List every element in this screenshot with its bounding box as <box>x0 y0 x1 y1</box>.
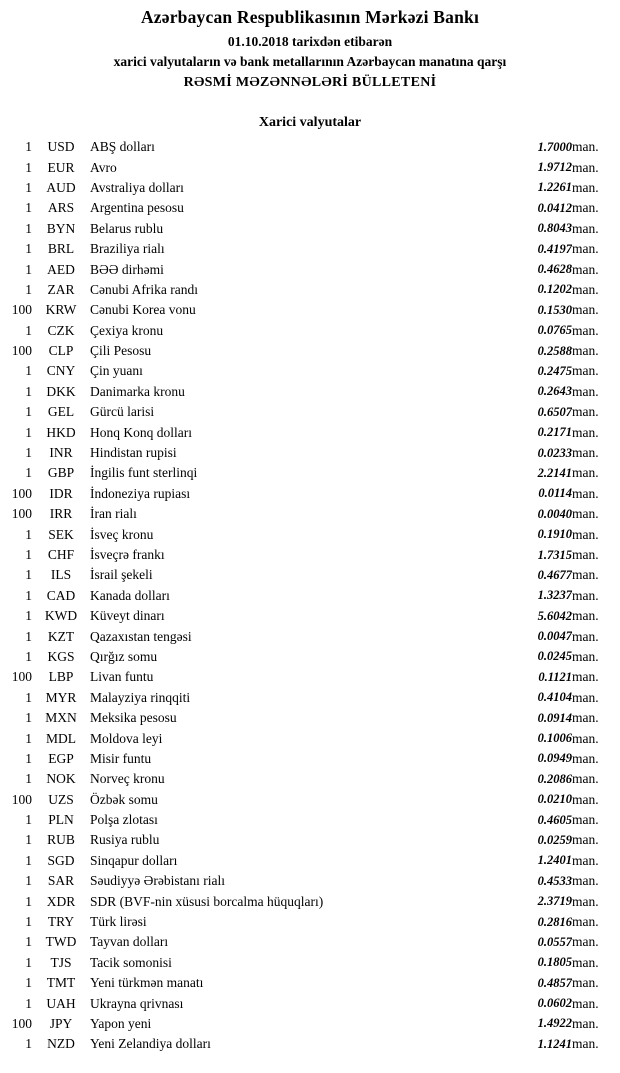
currency-row <box>0 137 620 157</box>
rate-value: 0.0557 <box>537 934 572 949</box>
quantity-cell: 1 <box>25 771 32 787</box>
currency-name: Gürcü larisi <box>90 404 155 420</box>
rate-value: 0.2171 <box>537 425 572 440</box>
rate-value: 0.6507 <box>537 404 572 419</box>
currency-code: AUD <box>46 179 76 195</box>
quantity-cell: 1 <box>25 261 32 277</box>
rate-value: 0.0412 <box>537 200 572 215</box>
unit-label: man. <box>572 812 599 828</box>
rate-value: 0.2816 <box>537 914 572 929</box>
currency-code: ILS <box>50 567 72 583</box>
unit-label: man. <box>572 424 599 440</box>
quantity-cell: 1 <box>25 179 32 195</box>
currency-code: USD <box>47 139 75 155</box>
currency-name: Avro <box>90 159 117 175</box>
rate-value: 0.2475 <box>537 363 572 378</box>
currency-code: DKK <box>46 383 76 399</box>
rate-value: 0.0245 <box>537 649 572 664</box>
currency-code: MYR <box>45 689 77 705</box>
quantity-cell: 1 <box>25 975 32 991</box>
currency-row <box>0 606 620 626</box>
currency-code: XDR <box>46 893 76 909</box>
currency-code: SGD <box>47 852 75 868</box>
bulletin-title: RƏSMİ MƏZƏNNƏLƏRİ BÜLLETENİ <box>183 75 437 90</box>
rate-value: 1.2261 <box>537 180 572 195</box>
quantity-cell: 100 <box>11 1015 32 1031</box>
quantity-cell: 1 <box>25 832 32 848</box>
currency-code: KZT <box>47 628 75 644</box>
quantity-cell: 1 <box>25 750 32 766</box>
currency-code: BRL <box>47 241 75 257</box>
currency-name: Çexiya kronu <box>90 322 164 338</box>
currency-name: Çin yuanı <box>90 363 143 379</box>
currency-name: Türk lirəsi <box>90 914 147 930</box>
currency-name: Moldova leyi <box>90 730 163 746</box>
currency-row <box>0 504 620 524</box>
quantity-cell: 100 <box>11 343 32 359</box>
quantity-cell: 1 <box>25 220 32 236</box>
rate-value: 0.4605 <box>537 812 572 827</box>
currency-code: KRW <box>45 302 77 318</box>
currency-row <box>0 321 620 341</box>
unit-label: man. <box>572 730 599 746</box>
rate-value: 0.1805 <box>537 955 572 970</box>
currency-code: KWD <box>44 608 78 624</box>
unit-label: man. <box>572 934 599 950</box>
quantity-cell: 1 <box>25 995 32 1011</box>
currency-row <box>0 851 620 871</box>
rate-value: 1.9712 <box>537 160 572 175</box>
rate-value: 2.3719 <box>537 894 572 909</box>
currency-code: NOK <box>46 771 76 787</box>
currency-code: PLN <box>48 812 74 828</box>
currency-name: İran rialı <box>90 506 137 522</box>
unit-label: man. <box>572 261 599 277</box>
unit-label: man. <box>572 750 599 766</box>
rate-value: 1.7000 <box>537 139 572 154</box>
currency-code: CZK <box>47 322 75 338</box>
unit-label: man. <box>572 220 599 236</box>
currency-name: Yeni Zelandiya dolları <box>90 1036 211 1052</box>
unit-label: man. <box>572 893 599 909</box>
rate-value: 0.4677 <box>537 567 572 582</box>
currency-row <box>0 586 620 606</box>
quantity-cell: 1 <box>25 873 32 889</box>
currency-name: Sinqapur dolları <box>90 852 178 868</box>
currency-row <box>0 361 620 381</box>
unit-label: man. <box>572 771 599 787</box>
effective-date-line: 01.10.2018 tarixdən etibarən <box>227 34 393 49</box>
currency-name: Argentina pesosu <box>90 200 184 216</box>
rate-value: 0.0233 <box>537 445 572 460</box>
rate-value: 0.0114 <box>538 486 572 501</box>
unit-label: man. <box>572 669 599 685</box>
currency-name: Danimarka kronu <box>90 383 185 399</box>
bank-title: Azərbaycan Respublikasının Mərkəzi Bankı <box>140 7 480 27</box>
currency-row <box>0 341 620 361</box>
quantity-cell: 1 <box>25 139 32 155</box>
unit-label: man. <box>572 343 599 359</box>
currency-code: ZAR <box>47 281 75 297</box>
currency-row <box>0 239 620 259</box>
rate-value: 2.2141 <box>537 465 572 480</box>
currency-name: Yapon yeni <box>90 1015 152 1031</box>
currency-name: İsveçrə frankı <box>90 547 165 562</box>
quantity-cell: 100 <box>11 485 32 501</box>
unit-label: man. <box>572 200 599 216</box>
unit-label: man. <box>572 404 599 420</box>
rate-value: 0.4533 <box>537 873 572 888</box>
quantity-cell: 1 <box>25 281 32 297</box>
quantity-cell: 1 <box>25 547 32 562</box>
currency-name: Braziliya rialı <box>90 241 165 257</box>
currency-name: Ukrayna qrivnası <box>90 995 184 1011</box>
currency-name: Rusiya rublu <box>90 832 160 848</box>
currency-row <box>0 891 620 911</box>
unit-label: man. <box>572 485 599 501</box>
currency-code: TMT <box>46 975 76 991</box>
quantity-cell: 1 <box>25 567 32 583</box>
currency-row <box>0 626 620 646</box>
quantity-cell: 1 <box>25 587 32 603</box>
unit-label: man. <box>572 628 599 644</box>
unit-label: man. <box>572 383 599 399</box>
currency-row <box>0 443 620 463</box>
currency-row <box>0 708 620 728</box>
currency-code: JPY <box>49 1015 73 1031</box>
currency-row <box>0 545 620 565</box>
quantity-cell: 1 <box>25 1036 32 1052</box>
quantity-cell: 1 <box>25 812 32 828</box>
currency-name: Avstraliya dolları <box>90 179 184 195</box>
currency-name: Livan funtu <box>90 669 154 685</box>
currency-code: EUR <box>47 159 75 175</box>
currency-row <box>0 810 620 830</box>
unit-label: man. <box>572 567 599 583</box>
currency-code: INR <box>49 445 73 461</box>
currency-name: Çili Pesosu <box>90 343 152 359</box>
quantity-cell: 1 <box>25 363 32 379</box>
currency-row <box>0 280 620 300</box>
currency-code: MDL <box>46 730 76 746</box>
rate-value: 1.2401 <box>537 853 572 868</box>
currency-name: Küveyt dinarı <box>90 608 165 624</box>
rate-value: 0.4197 <box>537 241 572 256</box>
unit-label: man. <box>572 832 599 848</box>
currency-row <box>0 463 620 483</box>
quantity-cell: 1 <box>25 628 32 644</box>
quantity-cell: 1 <box>25 424 32 440</box>
rate-value: 0.2588 <box>537 343 572 358</box>
rate-value: 1.7315 <box>537 547 572 562</box>
currency-code: CHF <box>47 547 75 562</box>
currency-code: TJS <box>50 954 72 970</box>
quantity-cell: 1 <box>25 914 32 930</box>
quantity-cell: 1 <box>25 954 32 970</box>
rate-value: 5.6042 <box>537 608 572 623</box>
currency-code: IRR <box>49 506 73 522</box>
currency-code: CNY <box>46 363 76 379</box>
rate-value: 0.0602 <box>537 996 572 1011</box>
rate-value: 0.0949 <box>537 751 572 766</box>
quantity-cell: 1 <box>25 608 32 624</box>
rate-value: 1.1241 <box>537 1036 572 1051</box>
rate-value: 0.1006 <box>537 731 572 746</box>
currency-code: ARS <box>47 200 75 216</box>
quantity-cell: 100 <box>11 669 32 685</box>
quantity-cell: 1 <box>25 241 32 257</box>
currency-code: UZS <box>48 791 74 807</box>
unit-label: man. <box>572 1036 599 1052</box>
currency-code: CLP <box>48 343 74 359</box>
currency-row <box>0 790 620 810</box>
currency-code: GBP <box>47 465 75 481</box>
currency-name: Polşa zlotası <box>90 812 158 828</box>
rate-value: 0.1910 <box>537 527 572 542</box>
unit-label: man. <box>572 445 599 461</box>
unit-label: man. <box>572 975 599 991</box>
unit-label: man. <box>572 648 599 664</box>
unit-label: man. <box>572 241 599 257</box>
unit-label: man. <box>572 852 599 868</box>
unit-label: man. <box>572 954 599 970</box>
currency-name: Tayvan dolları <box>90 934 169 950</box>
currency-row <box>0 688 620 708</box>
quantity-cell: 1 <box>25 200 32 216</box>
currency-code: EGP <box>48 750 74 766</box>
rate-value: 0.4628 <box>537 262 572 277</box>
currency-code: HKD <box>46 424 76 440</box>
unit-label: man. <box>572 1015 599 1031</box>
currency-name: İngilis funt sterlinqi <box>90 465 198 481</box>
unit-label: man. <box>572 139 599 155</box>
currency-name: Səudiyyə Ərəbistanı rialı <box>90 873 225 889</box>
rate-value: 0.2086 <box>537 771 572 786</box>
currency-row <box>0 259 620 279</box>
currency-row <box>0 749 620 769</box>
currency-code: MXN <box>45 710 77 726</box>
currency-name: İsrail şekeli <box>90 567 153 583</box>
rate-value: 0.4104 <box>537 690 572 705</box>
currency-name: Meksika pesosu <box>90 710 177 726</box>
rate-value: 0.2643 <box>537 384 572 399</box>
unit-label: man. <box>572 465 599 481</box>
currency-row <box>0 769 620 789</box>
quantity-cell: 1 <box>25 159 32 175</box>
quantity-cell: 100 <box>11 791 32 807</box>
currency-code: CAD <box>46 587 76 603</box>
currency-row <box>0 728 620 748</box>
document-header <box>0 7 620 93</box>
quantity-cell: 1 <box>25 322 32 338</box>
currency-rates-body <box>0 137 620 1055</box>
currency-row <box>0 871 620 891</box>
currency-name: Kanada dolları <box>90 587 170 603</box>
currency-code: KGS <box>47 648 75 664</box>
unit-label: man. <box>572 281 599 297</box>
description-line: xarici valyutaların və bank metallarının Azərbaycan manatına qarşı <box>113 54 507 69</box>
quantity-cell: 1 <box>25 852 32 868</box>
quantity-cell: 100 <box>11 302 32 318</box>
currency-name: Honq Konq dolları <box>90 424 192 440</box>
currency-row <box>0 422 620 442</box>
currency-row <box>0 198 620 218</box>
quantity-cell: 100 <box>11 506 32 522</box>
currency-code: UAH <box>46 995 76 1011</box>
unit-label: man. <box>572 689 599 705</box>
unit-label: man. <box>572 302 599 318</box>
rate-value: 0.1121 <box>538 669 572 684</box>
rate-value: 0.0210 <box>537 792 572 807</box>
currency-name: İndoneziya rupiası <box>90 485 191 501</box>
currency-name: Misir funtu <box>90 750 152 766</box>
quantity-cell: 1 <box>25 689 32 705</box>
currency-code: BYN <box>46 220 76 236</box>
currency-row <box>0 1014 620 1034</box>
unit-label: man. <box>572 506 599 522</box>
currency-name: Hindistan rupisi <box>90 445 177 461</box>
currency-row <box>0 157 620 177</box>
quantity-cell: 1 <box>25 730 32 746</box>
currency-code: SAR <box>47 873 75 889</box>
currency-name: Belarus rublu <box>90 220 164 236</box>
currency-name: Özbək somu <box>90 791 158 807</box>
quantity-cell: 1 <box>25 648 32 664</box>
quantity-cell: 1 <box>25 893 32 909</box>
currency-row <box>0 300 620 320</box>
currency-row <box>0 973 620 993</box>
currency-name: Qırğız somu <box>90 648 158 664</box>
rate-value: 0.0040 <box>537 506 572 521</box>
quantity-cell: 1 <box>25 383 32 399</box>
currency-name: Tacik somonisi <box>90 954 172 970</box>
currency-row <box>0 667 620 687</box>
currency-name: BƏƏ dirhəmi <box>90 261 164 277</box>
rate-value: 1.4922 <box>537 1016 572 1031</box>
currency-code: SEK <box>48 526 74 542</box>
currency-name: ABŞ dolları <box>90 139 155 155</box>
rate-value: 1.3237 <box>537 588 572 603</box>
currency-row <box>0 484 620 504</box>
currency-name: Malayziya rinqqiti <box>90 689 191 705</box>
rate-value: 0.1202 <box>537 282 572 297</box>
rate-value: 0.0914 <box>537 710 572 725</box>
currency-row <box>0 912 620 932</box>
currency-row <box>0 219 620 239</box>
currency-row <box>0 565 620 585</box>
currency-row <box>0 932 620 952</box>
rate-value: 0.8043 <box>537 221 572 236</box>
quantity-cell: 1 <box>25 526 32 542</box>
unit-label: man. <box>572 873 599 889</box>
unit-label: man. <box>572 179 599 195</box>
unit-label: man. <box>572 995 599 1011</box>
currency-row <box>0 830 620 850</box>
unit-label: man. <box>572 587 599 603</box>
currency-row <box>0 524 620 544</box>
rate-value: 0.0259 <box>537 832 572 847</box>
rate-value: 0.0765 <box>537 323 572 338</box>
currency-row <box>0 382 620 402</box>
currency-code: TRY <box>47 914 75 930</box>
unit-label: man. <box>572 710 599 726</box>
quantity-cell: 1 <box>25 465 32 481</box>
unit-label: man. <box>572 914 599 930</box>
currency-row <box>0 953 620 973</box>
currency-row <box>0 1034 620 1054</box>
unit-label: man. <box>572 322 599 338</box>
quantity-cell: 1 <box>25 710 32 726</box>
currency-code: AED <box>47 261 75 277</box>
currency-code: IDR <box>49 485 73 501</box>
unit-label: man. <box>572 547 599 562</box>
rate-value: 0.4857 <box>537 975 572 990</box>
currency-row <box>0 402 620 422</box>
rate-value: 0.0047 <box>537 629 572 644</box>
currency-name: SDR (BVF-nin xüsusi borcalma hüquqları) <box>90 893 324 909</box>
quantity-cell: 1 <box>25 934 32 950</box>
currency-name: Yeni türkmən manatı <box>90 975 204 991</box>
currency-row <box>0 178 620 198</box>
currency-name: İsveç kronu <box>90 526 154 542</box>
unit-label: man. <box>572 159 599 175</box>
quantity-cell: 1 <box>25 445 32 461</box>
currency-code: LBP <box>48 669 74 685</box>
unit-label: man. <box>572 791 599 807</box>
currency-code: NZD <box>47 1036 75 1052</box>
unit-label: man. <box>572 608 599 624</box>
currency-name: Cənubi Afrika randı <box>90 281 198 297</box>
currency-code: RUB <box>47 832 75 848</box>
section-title: Xarici valyutalar <box>258 115 362 130</box>
currency-name: Norveç kronu <box>90 771 165 787</box>
unit-label: man. <box>572 363 599 379</box>
currency-row <box>0 647 620 667</box>
currency-code: GEL <box>47 404 75 420</box>
currency-row <box>0 993 620 1013</box>
currency-name: Cənubi Korea vonu <box>90 302 196 318</box>
currency-name: Qazaxıstan tengəsi <box>90 628 192 644</box>
currency-code: TWD <box>45 934 77 950</box>
rate-value: 0.1530 <box>537 302 572 317</box>
unit-label: man. <box>572 526 599 542</box>
quantity-cell: 1 <box>25 404 32 420</box>
currency-rates-table <box>0 137 620 1055</box>
